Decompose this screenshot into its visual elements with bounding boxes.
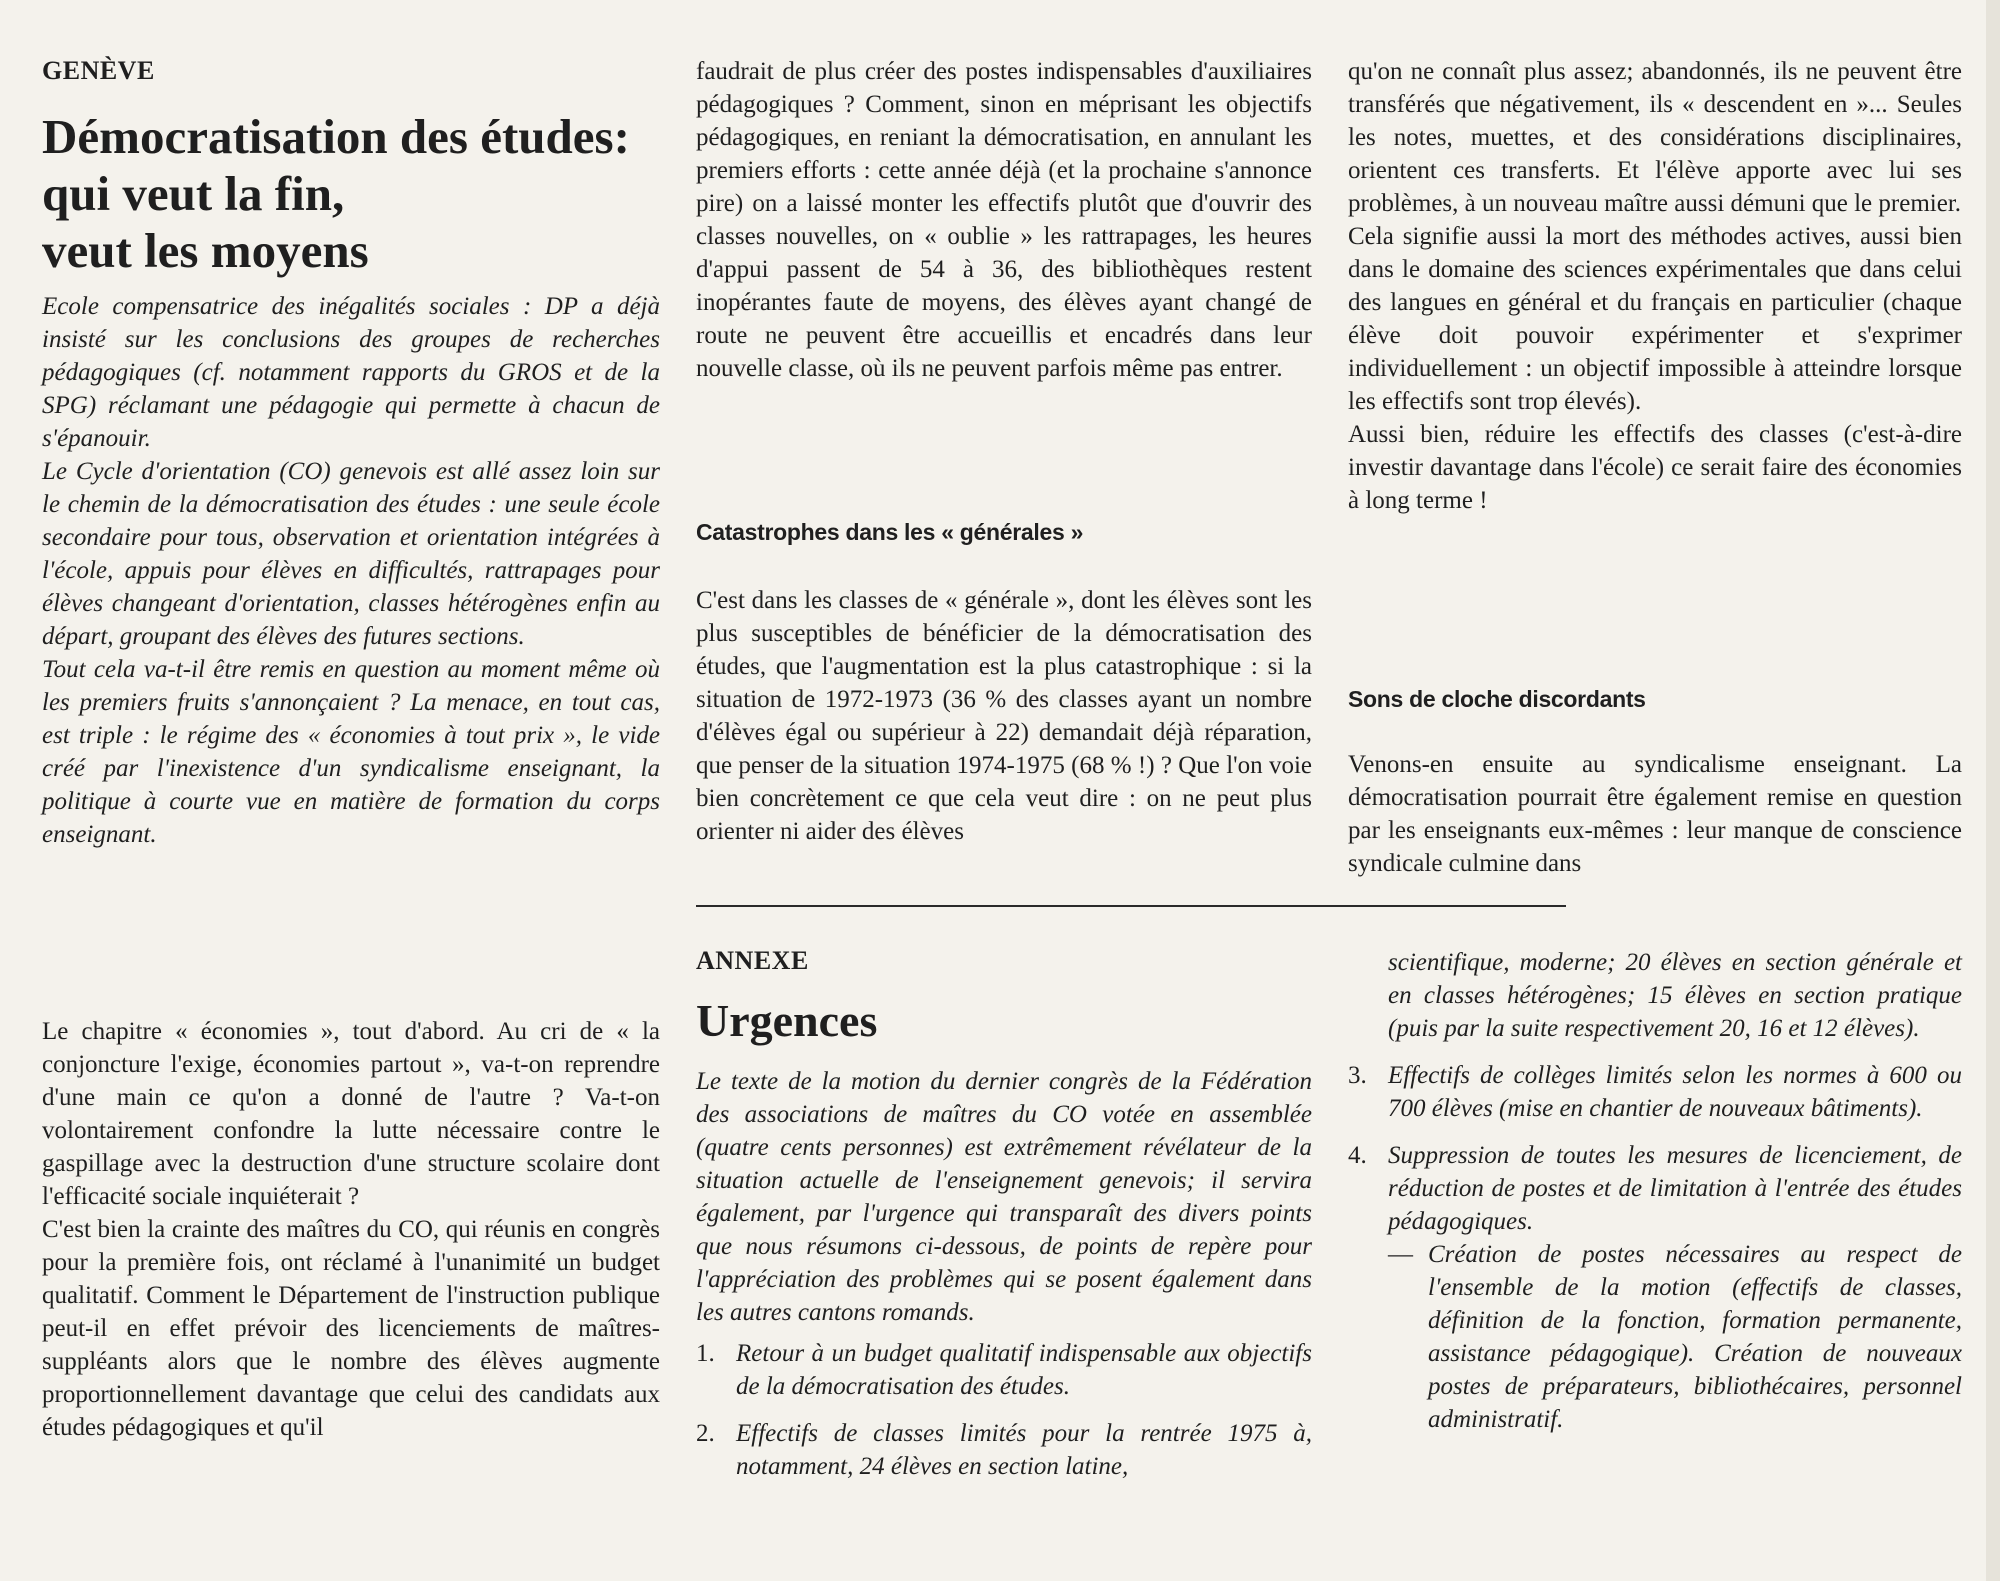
annexe-kicker: ANNEXE (696, 946, 809, 975)
list-item (1348, 1139, 1962, 1436)
body-paragraph-effectifs: Aussi bien, réduire les effectifs des classes (c'est-à-dire investir davantage dans l'école) ce serait faire des économies à long terme ! (1348, 421, 1962, 514)
list-item (696, 1417, 1312, 1483)
annexe-title: Urgences (696, 995, 878, 1046)
list-sub-item (1388, 1238, 1962, 1436)
body-paragraph-syndicalisme: Venons-en ensuite au syndicalisme enseignant. La démocratisation pourrait être également remise en question par les enseignants eux-mêmes : leur manque de conscience syndicale culmine dans (1348, 751, 1962, 877)
annexe-list-part-2 (1348, 1059, 1962, 1436)
sub-item-text: Création de postes nécessaires au respect de l'ensemble de la motion (effectifs de classes, définition de la fonction, formation permanente, assistance pédagogique). Création de nouveaux postes de préparateurs, bibliothécaires, personnel administratif. (1428, 1241, 1962, 1433)
annexe-intro: Le texte de la motion du dernier congrès de la Fédération des associations de maîtres du CO votée en assemblée (quatre cents personnes) est extrêmement révélateur de la situation actuelle de l'enseignement genevois; il servira également, par l'urgence qui transparaît des divers points que nous résumons ci-dessous, de points de repère pour l'appréciation des problèmes qui se posent également dans les autres cantons romands. (696, 1068, 1312, 1326)
intro-paragraph-2: Le Cycle d'orientation (CO) genevois est allé assez loin sur le chemin de la démocratisation des études : une seule école secondaire pour tous, observation et orientation intégrées à l'école, appuis pour élèves en difficultés, rattrapages pour élèves changeant d'orientation, classes hétérogènes enfin au départ, groupant des élèves des futures sections. (42, 458, 660, 650)
article-headline (42, 108, 682, 279)
annexe-divider (696, 905, 1566, 907)
subhead-sons-de-cloche: Sons de cloche discordants (1348, 686, 1646, 712)
article-intro (42, 290, 660, 851)
body-paragraph-crainte: C'est bien la crainte des maîtres du CO, qui réunis en congrès pour la première fois, ont réclamé à l'unanimité un budget qualitatif. Comment le Département de l'instruction publique peut-il en effet prévoir des licenciements de maîtres-suppléants alors que le nombre des élèves augmente proportionnellement davantage que celui des candidats aux études pédagogiques et qu'il (42, 1216, 660, 1441)
intro-paragraph-1: Ecole compensatrice des inégalités sociales : DP a déjà insisté sur les conclusions des groupes de recherches pédagogiques (cf. notamment rapports du GROS et de la SPG) réclamant une pédagogie qui permette à chacun de s'épanouir. (42, 293, 660, 452)
list-item-2-continued: scientifique, moderne; 20 élèves en section générale et en classes hétérogènes; 15 élèves en section pratique (puis par la suite respectivement 20, 16 et 12 élèves). (1388, 949, 1962, 1042)
body-paragraph-transferts: qu'on ne connaît plus assez; abandonnés, ils ne peuvent être transférés que négativement, ils « descendent en »... Seules les notes, muettes, et des considérations disciplinaires, orientent ces transferts. Et l'élève apporte avec lui ses problèmes, à un nouveau maître aussi démuni que le premier. (1348, 58, 1962, 217)
column-2-body-2 (696, 584, 1312, 848)
annexe-left-column (696, 1065, 1312, 1497)
column-3-body-2 (1348, 748, 1962, 880)
list-item-number: 3. (1348, 1062, 1367, 1089)
body-paragraph-faudrait: faudrait de plus créer des postes indispensables d'auxiliaires pédagogiques ? Comment, sinon en méprisant les objectifs pédagogiques, en reniant la démocratisation, en annulant les premiers efforts : cette année déjà (et la prochaine s'annonce pire) on a laissé monter les effectifs plutôt que d'ouvrir des classes nouvelles, on « oublie » les rattrapages, les heures d'appui passent de 54 à 36, des bibliothèques restent inopérantes faute de moyens, des élèves ayant changé de route ne peuvent être accueillis et encadrés dans leur nouvelle classe, où ils ne peuvent parfois même pas entrer. (696, 58, 1312, 382)
list-item (1348, 1059, 1962, 1125)
list-item-text: Retour à un budget qualitatif indispensable aux objectifs de la démocratisation des études. (736, 1340, 1312, 1400)
headline-line-3: veut les moyens (42, 223, 369, 278)
body-paragraph-economies: Le chapitre « économies », tout d'abord. Au cri de « la conjoncture l'exige, économies partout », va-t-on reprendre d'une main ce qu'on a donné de l'autre ? Va-t-on volontairement confondre la lutte nécessaire contre le gaspillage avec la destruction d'une structure scolaire dont l'efficacité sociale inquiéterait ? (42, 1018, 660, 1210)
annexe-right-column (1348, 946, 1962, 1436)
list-item-text: Suppression de toutes les mesures de licenciement, de réduction de postes et de limitation à l'entrée des études pédagogiques. (1388, 1142, 1962, 1235)
column-2-body (696, 55, 1312, 385)
annexe-list-part-1 (696, 1337, 1312, 1483)
headline-line-2: qui veut la fin, (42, 166, 345, 221)
list-item-number: 2. (696, 1420, 715, 1447)
list-item-number: 1. (696, 1340, 715, 1367)
section-kicker: GENÈVE (42, 56, 155, 85)
subhead-catastrophes: Catastrophes dans les « générales » (696, 519, 1084, 545)
list-item (696, 1337, 1312, 1403)
column-3-body (1348, 55, 1962, 517)
headline-line-1: Démocratisation des études: (42, 109, 630, 164)
dash-marker: — (1388, 1241, 1413, 1268)
body-paragraph-generale: C'est dans les classes de « générale », dont les élèves sont les plus susceptibles de bénéficier de la démocratisation des études, que l'augmentation est la plus catastrophique : si la situation de 1972-1973 (36 % des classes ayant un nombre d'élèves égal ou supérieur à 22) demandait déjà réparation, que penser de la situation 1974-1975 (68 % !) ? Que l'on voie bien concrètement ce que cela veut dire : on ne peut plus orienter ni aider des élèves (696, 587, 1312, 845)
list-item-number: 4. (1348, 1142, 1367, 1169)
list-item-text: Effectifs de collèges limités selon les normes à 600 ou 700 élèves (mise en chantier de nouveaux bâtiments). (1388, 1062, 1962, 1122)
list-item-text: Effectifs de classes limités pour la rentrée 1975 à, notamment, 24 élèves en section latine, (736, 1420, 1312, 1480)
column-1-body (42, 1015, 660, 1444)
body-paragraph-methodes: Cela signifie aussi la mort des méthodes actives, aussi bien dans le domaine des sciences expérimentales que dans celui des langues en général et du français en particulier (chaque élève doit pouvoir expérimenter et s'exprimer individuellement : un objectif impossible à atteindre lorsque les effectifs sont trop élevés). (1348, 223, 1962, 415)
intro-paragraph-3: Tout cela va-t-il être remis en question au moment même où les premiers fruits s'annonçaient ? La menace, en tout cas, est triple : le régime des « économies à tout prix », le vide créé par l'inexistence d'un syndicalisme enseignant, la politique à courte vue en matière de formation du corps enseignant. (42, 656, 660, 848)
page-edge (1986, 0, 2000, 1581)
